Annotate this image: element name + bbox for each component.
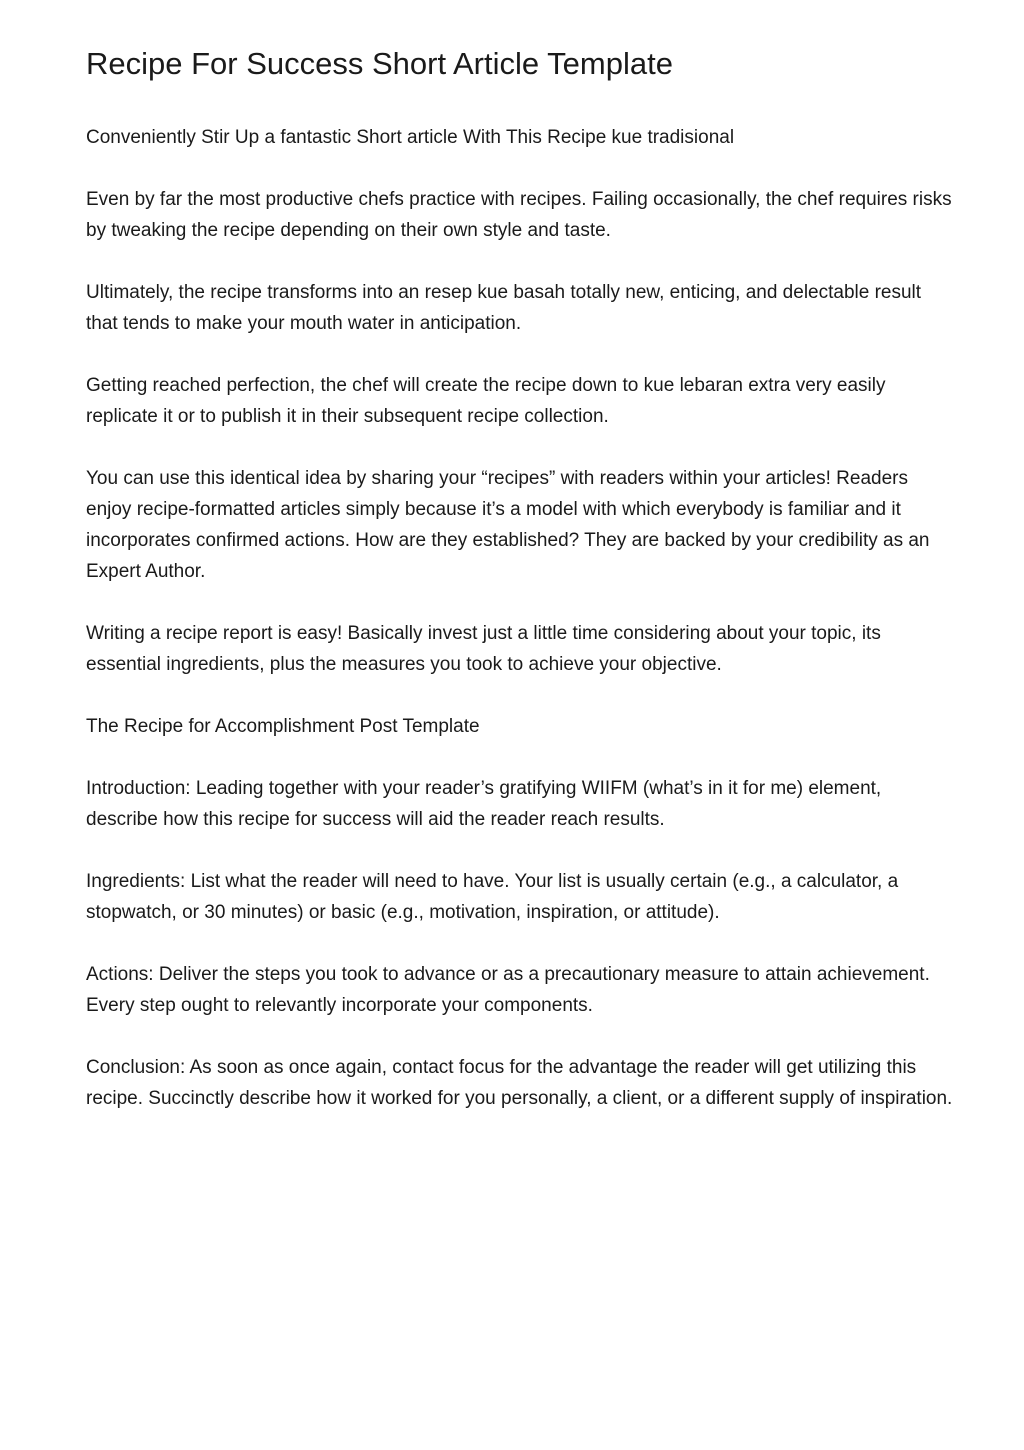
paragraph-writing-easy: Writing a recipe report is easy! Basically invest just a little time considering about your topic, its essential ingredients, plus the measures you took to achieve your objective. [86, 623, 881, 675]
paragraph-identical-idea: You can use this identical idea by sharing your “recipes” with readers within your articles! Readers enjoy recipe-formatted articles simply because it’s a model with which everybody is familiar and it incorporates confirmed actions. How are they established? They are backed by your credibility as an Expert Author. [86, 468, 930, 582]
paragraph-transforms: Ultimately, the recipe transforms into an resep kue basah totally new, enticing, and delectable result that tends to make your mouth water in anticipation. [86, 282, 922, 334]
paragraph-actions: Actions: Deliver the steps you took to advance or as a precautionary measure to attain achievement. Every step ought to relevantly incorporate your components. [86, 964, 930, 1016]
document-title: Recipe For Success Short Article Template [86, 46, 673, 81]
paragraph-introduction: Introduction: Leading together with your reader’s gratifying WIIFM (what’s in it for me) element, describe how this recipe for success will aid the reader reach results. [86, 778, 882, 830]
paragraph-subtitle: Conveniently Stir Up a fantastic Short article With This Recipe kue tradisional [86, 127, 735, 148]
paragraph-perfection: Getting reached perfection, the chef will create the recipe down to kue lebaran extra very easily replicate it or to publish it in their subsequent recipe collection. [86, 375, 886, 427]
paragraph-conclusion: Conclusion: As soon as once again, contact focus for the advantage the reader will get utilizing this recipe. Succinctly describe how it worked for you personally, a client, or a different supply of inspiration. [86, 1057, 953, 1109]
paragraph-chefs: Even by far the most productive chefs practice with recipes. Failing occasionally, the chef requires risks by tweaking the recipe depending on their own style and taste. [86, 189, 952, 241]
section-heading-template: The Recipe for Accomplishment Post Template [86, 716, 480, 737]
paragraph-ingredients: Ingredients: List what the reader will need to have. Your list is usually certain (e.g., a calculator, a stopwatch, or 30 minutes) or basic (e.g., motivation, inspiration, or attitude). [86, 871, 899, 923]
document-page [86, 42, 956, 1145]
